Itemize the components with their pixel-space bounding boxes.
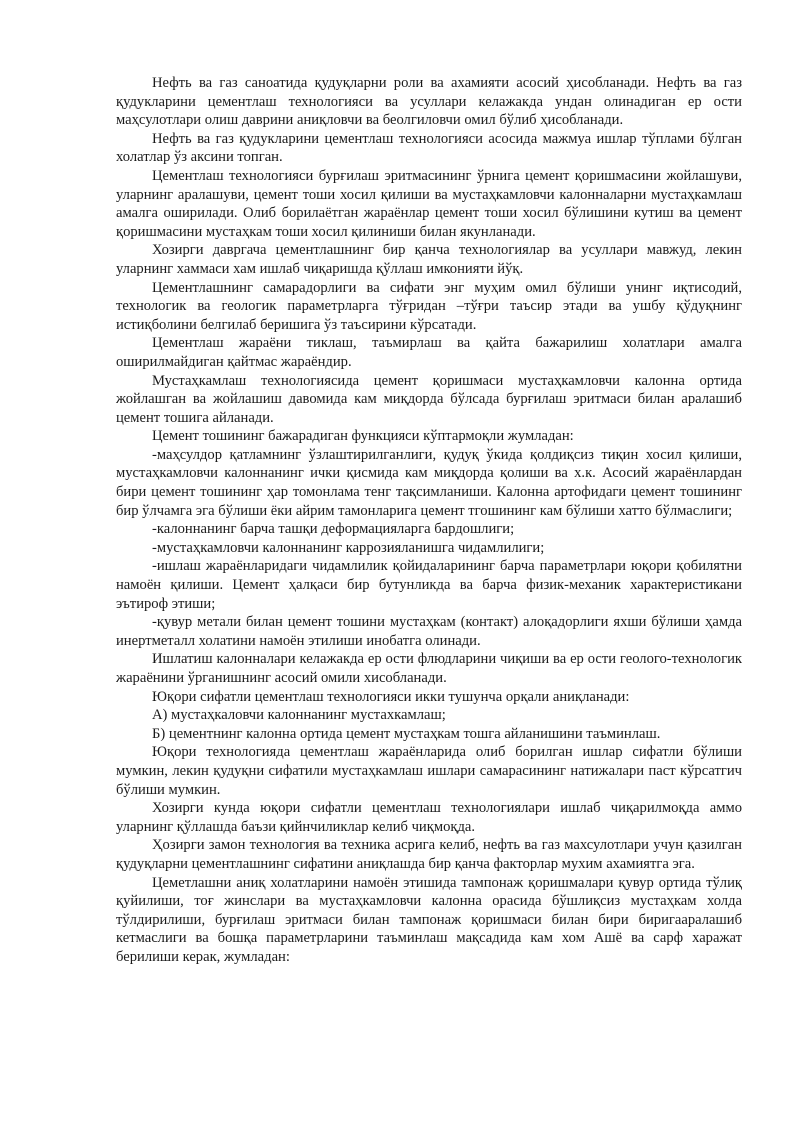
- list-item: -мустаҳкамловчи калоннанинг каррозияланишга чидамлилиги;: [152, 539, 545, 556]
- paragraph: Цеметлашни аниқ холатларини намоён этишида тампонаж қоришмалари қувур ортида тўлиқ қуйилиши, тоғ жинслари ва мустаҳкамловчи калонна орасида бўшлиқсиз мустаҳкам холда тўлдирилиши, бурғилаш эритмаси билан тампонаж қоришмаси билан бири биригааралашиб кетмаслиги ва бошқа параметрларини таъминлаш мақсадида кам хом Ашё ва сарф харажат берилиши керак, жумладан:: [116, 874, 742, 965]
- paragraph: Нефть ва газ саноатида қудуқларни роли ва ахамияти асосий ҳисобланади. Нефть ва газ қудукларини цементлаш технологияси ва усуллари келажакда ундан олинадиган ер ости маҳсулотлари олиш даврини аниқловчи ва беолгиловчи омил бўлиб ҳисобланади.: [116, 75, 742, 129]
- list-item: -қувур метали билан цемент тошини мустаҳкам (контакт) алоқадорлиги яхши бўлиши ҳамда инертметалл холатини намоён этилиши инобатга олинади.: [116, 614, 742, 649]
- paragraph: Хозирги давргача цементлашнинг бир қанча технологиялар ва усуллари мавжуд, лекин уларнинг хаммаси хам ишлаб чиқаришда қўллаш имконияти йўқ.: [116, 242, 742, 277]
- paragraph: Цементлашнинг самарадорлиги ва сифати энг муҳим омил бўлиши унинг иқтисодий, технологик ва геологик параметрларга тўғридан –тўғри таъсир этади ва ушбу қўдуқнинг истиқболини белгилаб беришига ўз таъсирини кўрсатади.: [116, 279, 742, 333]
- paragraph: Цементлаш технологияси бурғилаш эритмасининг ўрнига цемент қоришмасини жойлашуви, уларнинг аралашуви, цемент тоши хосил қилиши ва мустаҳкамловчи калонналарни мустаҳкамлаш амалга оширилади. Олиб борилаётган жараёнлар цемент тоши хосил бўлишини кутиш ва цемент қоришмасини мустаҳкам тоши хосил қилиниши билан якунланади.: [116, 167, 742, 240]
- paragraph: Юқори сифатли цементлаш технологияси икки тушунча орқали аниқланади:: [152, 688, 630, 705]
- list-item: -маҳсулдор қатламнинг ўзлаштирилганлиги, қудуқ ўкида қолдиқсиз тиқин хосил қилиши, мустаҳкамловчи калоннанинг ички қисмида кам миқдорда қолиши ва х.к. Асосий жараёнлардан бири цемент тошининг ҳар томонлама тенг тақсимланиши. Калонна артофидаги цемент тошининг бир ўлчамга эга бўлиши ёки айрим тамонларига цемент тгошининг кам бўлиши хатто бўлмаслиги;: [116, 446, 742, 519]
- paragraph: Нефть ва газ қудукларини цементлаш технологияси асосида мажмуа ишлар тўплами бўлган холатлар ўз аксини топган.: [116, 130, 742, 166]
- list-item: -калоннанинг барча ташқи деформацияларга бардошлиги;: [152, 521, 515, 538]
- paragraph: Юқори технологияда цементлаш жараёнларида олиб борилган ишлар сифатли бўлиши мумкин, лекин қудуқни сифатили мустаҳкамлаш ишлари самарасининг натижалари паст кўрсатгич бўлиши мумкин.: [116, 744, 742, 798]
- paragraph: Ишлатиш калонналари келажакда ер ости флюдларини чиқиши ва ер ости геолого-технологик жараёнини ўрганишнинг асосий омили хисобланади.: [116, 651, 742, 686]
- list-item: -ишлаш жараёнларидаги чидамлилик қойидаларининг барча параметрлари юқори қобилятни намоён қилиши. Цемент ҳалқаси бир бутунликда ва барча физик-механик характеристикани эътироф этиши;: [116, 558, 742, 612]
- paragraph: Цементлаш жараёни тиклаш, таъмирлаш ва қайта бажарилиш холатлари амалга оширилмайдиган қайтмас жараёндир.: [116, 335, 742, 370]
- paragraph: Мустаҳкамлаш технологиясида цемент қоришмаси мустаҳкамловчи калонна ортида жойлашган ва жойлашиш давомида кам миқдорда бўлсада бурғилаш эритмаси билан аралашиб цемент тошига айланади.: [116, 372, 742, 426]
- paragraph: Цемент тошининг бажарадиган функцияси кўптармоқли жумладан:: [152, 428, 574, 445]
- paragraph: Ҳозирги замон технология ва техника асрига келиб, нефть ва газ махсулотлари учун қазилган қудуқларни цементлашнинг сифатини аниқлашда бир қанча факторлар мухим ахамиятга эга.: [116, 837, 742, 872]
- list-item: А) мустаҳкаловчи калоннанинг мустахкамлаш;: [152, 707, 446, 724]
- paragraph: Хозирги кунда юқори сифатли цементлаш технологиялари ишлаб чиқарилмоқда аммо уларнинг қўллашда баъзи қийнчиликлар келиб чиқмоқда.: [116, 800, 742, 835]
- list-item: Б) цементнинг калонна ортида цемент мустаҳкам тошга айланишини таъминлаш.: [152, 725, 661, 742]
